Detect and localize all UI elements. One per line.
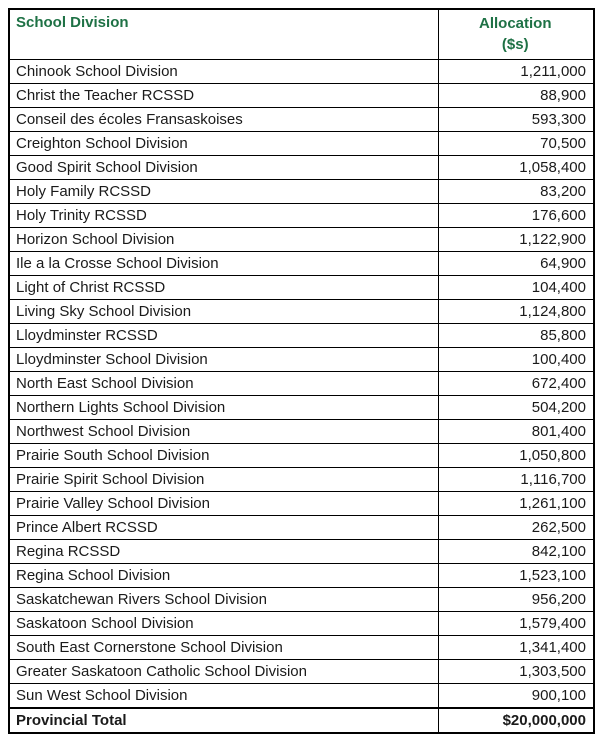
total-value: $20,000,000 xyxy=(438,708,594,733)
allocation-value: 64,900 xyxy=(438,252,594,276)
division-name: Lloydminster RCSSD xyxy=(9,324,438,348)
header-allocation-line1: Allocation xyxy=(478,15,552,32)
table-row xyxy=(9,396,594,420)
division-name: Living Sky School Division xyxy=(9,300,438,324)
table-row xyxy=(9,228,594,252)
table-row xyxy=(9,636,594,660)
allocation-table xyxy=(8,8,595,734)
table-row xyxy=(9,588,594,612)
division-name: Conseil des écoles Fransaskoises xyxy=(9,108,438,132)
table-row xyxy=(9,660,594,684)
total-row xyxy=(9,708,594,733)
division-name: South East Cornerstone School Division xyxy=(9,636,438,660)
table-row xyxy=(9,84,594,108)
table-body xyxy=(9,60,594,709)
allocation-value: 1,058,400 xyxy=(438,156,594,180)
header-allocation xyxy=(438,9,594,60)
division-name: North East School Division xyxy=(9,372,438,396)
allocation-value: 1,050,800 xyxy=(438,444,594,468)
table-row xyxy=(9,276,594,300)
division-name: Prince Albert RCSSD xyxy=(9,516,438,540)
division-name: Sun West School Division xyxy=(9,684,438,709)
division-name: Light of Christ RCSSD xyxy=(9,276,438,300)
table-row xyxy=(9,156,594,180)
division-name: Holy Trinity RCSSD xyxy=(9,204,438,228)
table-row xyxy=(9,516,594,540)
allocation-value: 1,523,100 xyxy=(438,564,594,588)
table-row xyxy=(9,612,594,636)
table-row xyxy=(9,132,594,156)
allocation-value: 176,600 xyxy=(438,204,594,228)
allocation-value: 956,200 xyxy=(438,588,594,612)
table-row xyxy=(9,540,594,564)
table-row xyxy=(9,204,594,228)
allocation-value: 262,500 xyxy=(438,516,594,540)
allocation-value: 1,579,400 xyxy=(438,612,594,636)
header-school-division: School Division xyxy=(9,9,438,60)
table-row xyxy=(9,60,594,84)
allocation-value: 83,200 xyxy=(438,180,594,204)
division-name: Horizon School Division xyxy=(9,228,438,252)
division-name: Greater Saskatoon Catholic School Division xyxy=(9,660,438,684)
division-name: Regina RCSSD xyxy=(9,540,438,564)
allocation-value: 801,400 xyxy=(438,420,594,444)
table-row xyxy=(9,420,594,444)
allocation-value: 104,400 xyxy=(438,276,594,300)
allocation-value: 85,800 xyxy=(438,324,594,348)
table-row xyxy=(9,468,594,492)
allocation-value: 504,200 xyxy=(438,396,594,420)
division-name: Ile a la Crosse School Division xyxy=(9,252,438,276)
allocation-value: 672,400 xyxy=(438,372,594,396)
division-name: Good Spirit School Division xyxy=(9,156,438,180)
allocation-value: 1,116,700 xyxy=(438,468,594,492)
division-name: Saskatchewan Rivers School Division xyxy=(9,588,438,612)
division-name: Lloydminster School Division xyxy=(9,348,438,372)
allocation-value: 1,341,400 xyxy=(438,636,594,660)
allocation-value: 100,400 xyxy=(438,348,594,372)
allocation-value: 1,303,500 xyxy=(438,660,594,684)
table-row xyxy=(9,252,594,276)
allocation-value: 900,100 xyxy=(438,684,594,709)
allocation-value: 1,261,100 xyxy=(438,492,594,516)
table-row xyxy=(9,348,594,372)
allocation-value: 1,211,000 xyxy=(438,60,594,84)
table-row xyxy=(9,300,594,324)
division-name: Saskatoon School Division xyxy=(9,612,438,636)
header-allocation-line2: ($s) xyxy=(501,36,529,53)
allocation-value: 70,500 xyxy=(438,132,594,156)
division-name: Prairie South School Division xyxy=(9,444,438,468)
division-name: Creighton School Division xyxy=(9,132,438,156)
table-row xyxy=(9,108,594,132)
division-name: Northwest School Division xyxy=(9,420,438,444)
allocation-value: 1,124,800 xyxy=(438,300,594,324)
division-name: Prairie Spirit School Division xyxy=(9,468,438,492)
table-row xyxy=(9,372,594,396)
division-name: Regina School Division xyxy=(9,564,438,588)
table-row xyxy=(9,444,594,468)
table-row xyxy=(9,324,594,348)
division-name: Chinook School Division xyxy=(9,60,438,84)
division-name: Christ the Teacher RCSSD xyxy=(9,84,438,108)
allocation-value: 1,122,900 xyxy=(438,228,594,252)
division-name: Holy Family RCSSD xyxy=(9,180,438,204)
division-name: Prairie Valley School Division xyxy=(9,492,438,516)
table-row xyxy=(9,684,594,709)
table-row xyxy=(9,492,594,516)
table-row xyxy=(9,180,594,204)
allocation-value: 842,100 xyxy=(438,540,594,564)
allocation-value: 593,300 xyxy=(438,108,594,132)
division-name: Northern Lights School Division xyxy=(9,396,438,420)
total-label: Provincial Total xyxy=(9,708,438,733)
table-header-row xyxy=(9,9,594,60)
allocation-value: 88,900 xyxy=(438,84,594,108)
table-row xyxy=(9,564,594,588)
